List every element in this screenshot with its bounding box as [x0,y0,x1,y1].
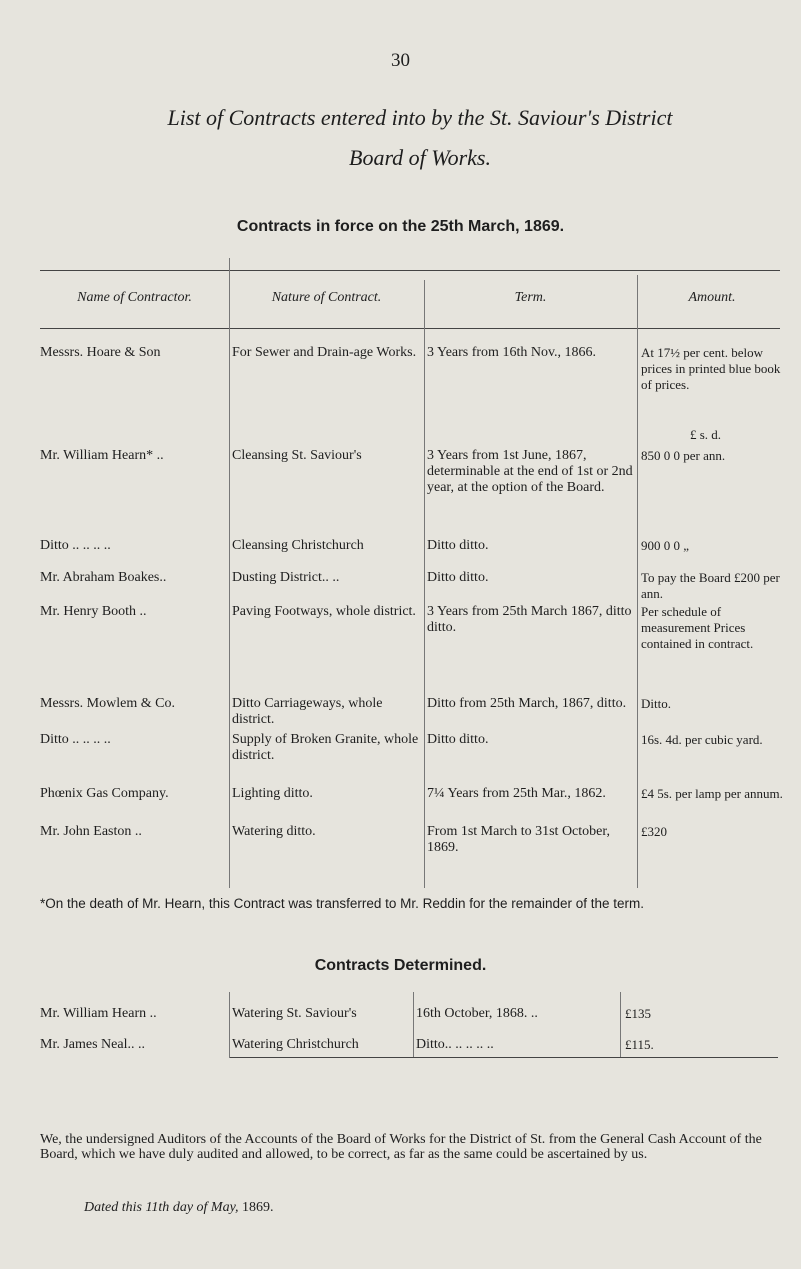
determined-row2-nature: Watering Christchurch [232,1037,359,1052]
column-divider-2 [424,280,425,888]
row9-term: From 1st March to 31st October, 1869. [427,824,610,855]
column-divider-3 [637,275,638,888]
determined-divider-3 [620,992,621,1058]
row6-amount: Ditto. [641,696,671,711]
determined-bottom-rule [230,1057,778,1058]
row4-nature: Dusting District.. .. [232,570,340,585]
row2-contractor: Mr. William Hearn* .. [40,448,164,463]
row4-amount: To pay the Board £200 per ann. [641,570,780,601]
determined-divider-2 [413,992,414,1058]
row7-contractor: Ditto .. .. .. .. [40,732,111,747]
footnote: *On the death of Mr. Hearn, this Contract was transferred to Mr. Reddin for the remainder of the term. [40,896,645,911]
dated-mid: day of May, [172,1200,239,1215]
row5-nature: Paving Footways, whole district. [232,604,416,619]
row9-amount: £320 [641,824,667,839]
row8-contractor: Phœnix Gas Company. [40,786,169,801]
row2-term: 3 Years from 1st June, 1867, determinable at the end of 1st or 2nd year, at the option of the Board. [427,448,633,495]
determined-row2-amount: £115. [625,1037,654,1052]
row1-amount: At 17½ per cent. below prices in printed blue book of prices. [641,345,781,392]
page-number: 30 [391,50,410,71]
heading-contracts-in-force: Contracts in force on the 25th March, 1869. [236,218,565,235]
determined-row2-term: Ditto.. .. .. .. .. [416,1037,494,1052]
row2-nature: Cleansing St. Saviour's [232,448,362,463]
row4-contractor: Mr. Abraham Boakes.. [40,570,167,585]
row3-amount: 900 0 0 „ [641,538,690,553]
header-term: Term. [514,290,547,305]
row1-contractor: Messrs. Hoare & Son [40,345,161,360]
row6-nature: Ditto Carriageways, whole district. [232,696,383,727]
row8-nature: Lighting ditto. [232,786,313,801]
determined-row1-contractor: Mr. William Hearn .. [40,1006,157,1021]
determined-row1-amount: £135 [625,1006,651,1021]
determined-row2-contractor: Mr. James Neal.. .. [40,1037,145,1052]
row3-contractor: Ditto .. .. .. .. [40,538,111,553]
dated-year: 1869. [242,1200,274,1215]
title-line-1: List of Contracts entered into by the St. Saviour's District [167,105,673,130]
row6-term: Ditto from 25th March, 1867, ditto. [427,696,627,711]
row7-term: Ditto ditto. [427,732,489,747]
determined-divider-1 [229,992,230,1058]
audit-statement: We, the undersigned Auditors of the Accounts of the Board of Works for the District of St. from the General Cash Account of the Board, which we have duly audited and allowed, to be correct, as far as the same could be ascertained by us. [40,1132,762,1162]
column-divider-1 [229,258,230,888]
row8-amount: £4 5s. per lamp per annum. [641,786,783,801]
header-contractor: Name of Contractor. [77,290,192,305]
row9-nature: Watering ditto. [232,824,316,839]
row2-amount: 850 0 0 per ann. [641,448,726,463]
row1-amount-unit-note: £ s. d. [690,427,722,442]
dated-line [84,1200,274,1216]
header-amount: Amount. [688,290,736,305]
header-nature: Nature of Contract. [271,290,382,305]
determined-row1-term: 16th October, 1868. .. [416,1006,538,1021]
row4-term: Ditto ditto. [427,570,489,585]
row5-term: 3 Years from 25th March 1867, ditto ditto. [427,604,632,635]
row3-term: Ditto ditto. [427,538,489,553]
dated-day: 11th [145,1200,170,1215]
row3-nature: Cleansing Christchurch [232,538,364,553]
document-title [40,98,800,178]
heading-contracts-determined: Contracts Determined. [314,957,487,974]
dated-prefix: Dated this [84,1200,142,1215]
row6-contractor: Messrs. Mowlem & Co. [40,696,175,711]
row9-contractor: Mr. John Easton .. [40,824,142,839]
determined-row1-nature: Watering St. Saviour's [232,1006,357,1021]
row1-nature: For Sewer and Drain-age Works. [232,345,417,360]
row8-term: 7¼ Years from 25th Mar., 1862. [427,786,606,801]
header-bottom-rule [40,328,780,329]
row7-nature: Supply of Broken Granite, whole district. [232,732,419,763]
row5-contractor: Mr. Henry Booth .. [40,604,147,619]
table-top-rule [40,270,780,271]
row5-amount: Per schedule of measurement Prices contained in contract. [641,604,754,651]
title-line-2: Board of Works. [349,145,491,170]
row1-term: 3 Years from 16th Nov., 1866. [427,345,597,360]
row7-amount: 16s. 4d. per cubic yard. [641,732,763,747]
